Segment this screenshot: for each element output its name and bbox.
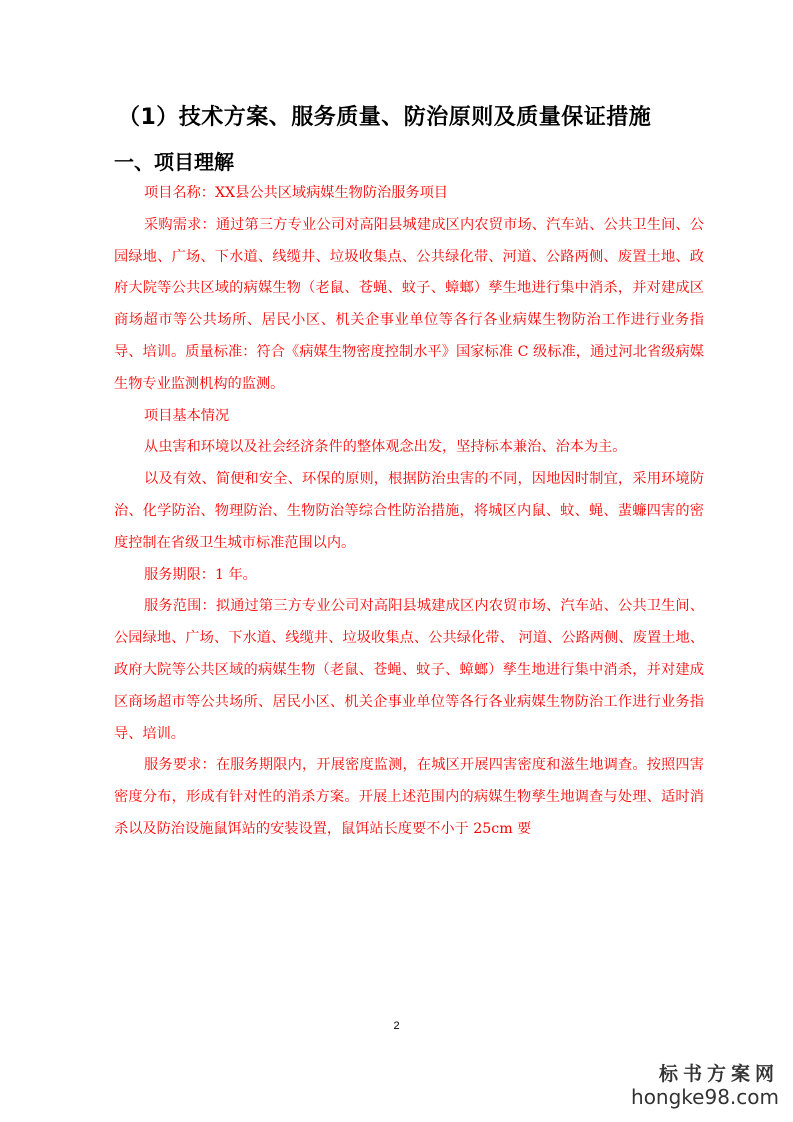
paragraph-service-requirements: 服务要求：在服务期限内，开展密度监测，在城区开展四害密度和滋生地调查。按照四害密度分布，形成有针对性的消杀方案。开展上述范围内的病媒生物孳生地调查与处理、适时消杀以及防治设施鼠饵站的安装设置，鼠饵站长度要不小于 25cm 要 <box>114 757 704 837</box>
paragraph-service-scope: 服务范围：拟通过第三方专业公司对高阳县城建成区内农贸市场、汽车站、公共卫生间、公园绿地、广场、下水道、线缆井、垃圾收集点、公共绿化带、 河道、公路两侧、废置土地、政府大院等公共区域的病媒生物（老鼠、苍蝇、蚊子、蟑螂）孳生地进行集中消杀，并对建成区商场超市等公共场所、居民小区、机关企事业单位等各行各业病媒生物防治工作进行业务指导、培训。 <box>114 598 704 742</box>
page-number: 2 <box>393 1020 400 1032</box>
watermark-name: 标书方案网 <box>658 1063 779 1085</box>
watermark <box>631 1062 779 1108</box>
paragraph-methods: 以及有效、简便和安全、环保的原则，根据防治虫害的不同，因地因时制宜，采用环境防治、化学防治、物理防治、生物防治等综合性防治措施，将城区内鼠、蚊、蝇、蜚蠊四害的密度控制在省级卫生城市标准范围以内。 <box>114 471 704 551</box>
paragraph-procurement-needs: 采购需求：通过第三方专业公司对高阳县城建成区内农贸市场、汽车站、公共卫生间、公园绿地、广场、下水道、线缆井、垃圾收集点、公共绿化带、河道、公路两侧、废置土地、政府大院等公共区域的病媒生物（老鼠、苍蝇、蚊子、蟑螂）孳生地进行集中消杀，并对建成区商场超市等公共场所、居民小区、机关企事业单位等各行各业病媒生物防治工作进行业务指导、培训。质量标准：符合《病媒生物密度控制水平》国家标准 C 级标准，通过河北省级病媒生物专业监测机构的监测。 <box>114 216 704 392</box>
paragraph-service-period: 服务期限：1 年。 <box>144 566 257 583</box>
paragraph-principle: 从虫害和环境以及社会经济条件的整体观念出发，坚持标本兼治、治本为主。 <box>144 439 627 456</box>
section-title: 一、项目理解 <box>114 150 234 174</box>
page-heading: （1）技术方案、服务质量、防治原则及质量保证措施 <box>118 105 652 130</box>
paragraph-project-basics: 项目基本情况 <box>144 407 230 424</box>
paragraph-project-name: 项目名称：XX县公共区域病媒生物防治服务项目 <box>144 185 448 201</box>
body-text <box>114 178 704 846</box>
watermark-url: hongke98.com <box>631 1085 779 1109</box>
